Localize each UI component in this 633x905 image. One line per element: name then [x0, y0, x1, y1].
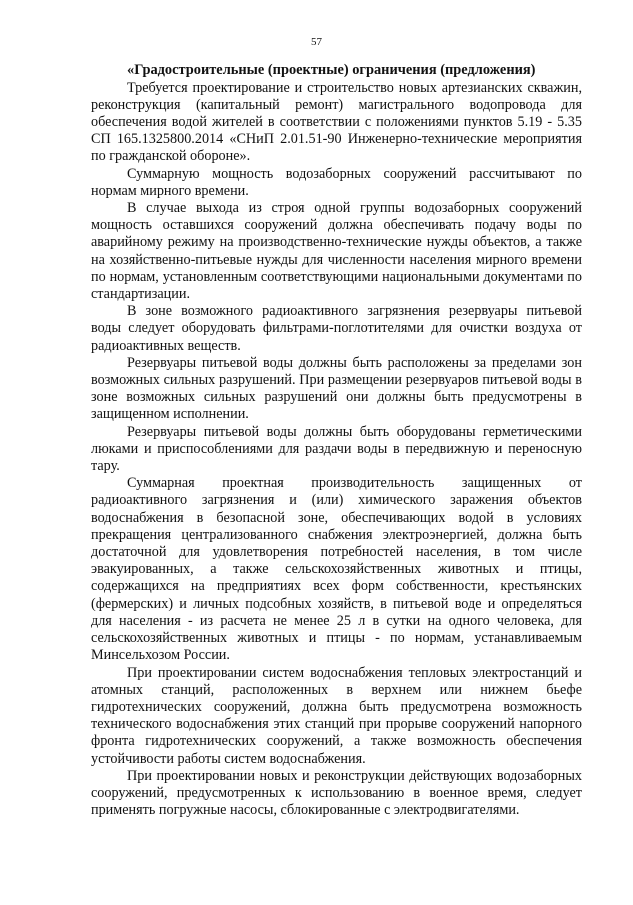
- section-heading: «Градостроительные (проектные) ограничения (предложения): [127, 62, 536, 78]
- paragraph-3: В случае выхода из строя одной группы водозаборных сооружений мощность оставшихся сооружений должна обеспечивать подачу воды по аварийному режиму на производственно-технические нужды объектов, а также на хозяйственно-питьевые нужды для численности населения мирного времени по нормам, установленным соответствующими национальными документами по стандартизации.: [91, 200, 582, 303]
- paragraph-9: При проектировании новых и реконструкции действующих водозаборных сооружений, предусмотренных к использованию в военное время, следует применять погружные насосы, сблокированные с электродвигателями.: [91, 767, 582, 819]
- paragraph-4: В зоне возможного радиоактивного загрязнения резервуары питьевой воды следует оборудовать фильтрами-поглотителями для очистки воздуха от радиоактивных веществ.: [91, 303, 582, 354]
- page-number: 57: [311, 36, 322, 48]
- paragraph-7: Суммарная проектная производительность защищенных от радиоактивного загрязнения и (или) химического заражения объектов водоснабжения в безопасной зоне, обеспечивающих водой в условиях прекращения централизованного снабжения электроэнергией, должна быть достаточной для удовлетворения потребностей населения, в том числе эвакуированных, а также сельскохозяйственных животных и птицы, содержащихся на предприятиях всех форм собственности, крестьянских (фермерских) и личных подсобных хозяйств, в питьевой воде и определяться для населения - из расчета не менее 25 л в сутки на одного человека, для сельскохозяйственных животных и птицы - по нормам, устанавливаемым Минсельхозом России.: [91, 475, 582, 664]
- paragraph-5: Резервуары питьевой воды должны быть расположены за пределами зон возможных сильных разрушений. При размещении резервуаров питьевой воды в зоне возможных сильных разрушений они должны быть предусмотрены в защищенном исполнении.: [91, 354, 582, 423]
- paragraph-2: Суммарную мощность водозаборных сооружений рассчитывают по нормам мирного времени.: [91, 165, 582, 199]
- paragraph-6: Резервуары питьевой воды должны быть оборудованы герметическими люками и приспособлениями для раздачи воды в передвижную и переносную тару.: [91, 423, 582, 475]
- page-content: [91, 62, 582, 819]
- paragraph-8: При проектировании систем водоснабжения тепловых электростанций и атомных станций, расположенных в верхнем или нижнем бьефе гидротехнических сооружений, должна быть предусмотрена возможность технического водоснабжения этих станций при прорыве сооружений напорного фронта гидротехнических сооружений, а также возможность обеспечения устойчивости работы систем водоснабжения.: [91, 664, 582, 767]
- paragraph-1: Требуется проектирование и строительство новых артезианских скважин, реконструкция (капитальный ремонт) магистрального водопровода для обеспечения водой жителей в соответствии с положениями пунктов 5.19 - 5.35 СП 165.1325800.2014 «СНиП 2.01.51-90 Инженерно-технические мероприятия по гражданской обороне».: [91, 79, 582, 165]
